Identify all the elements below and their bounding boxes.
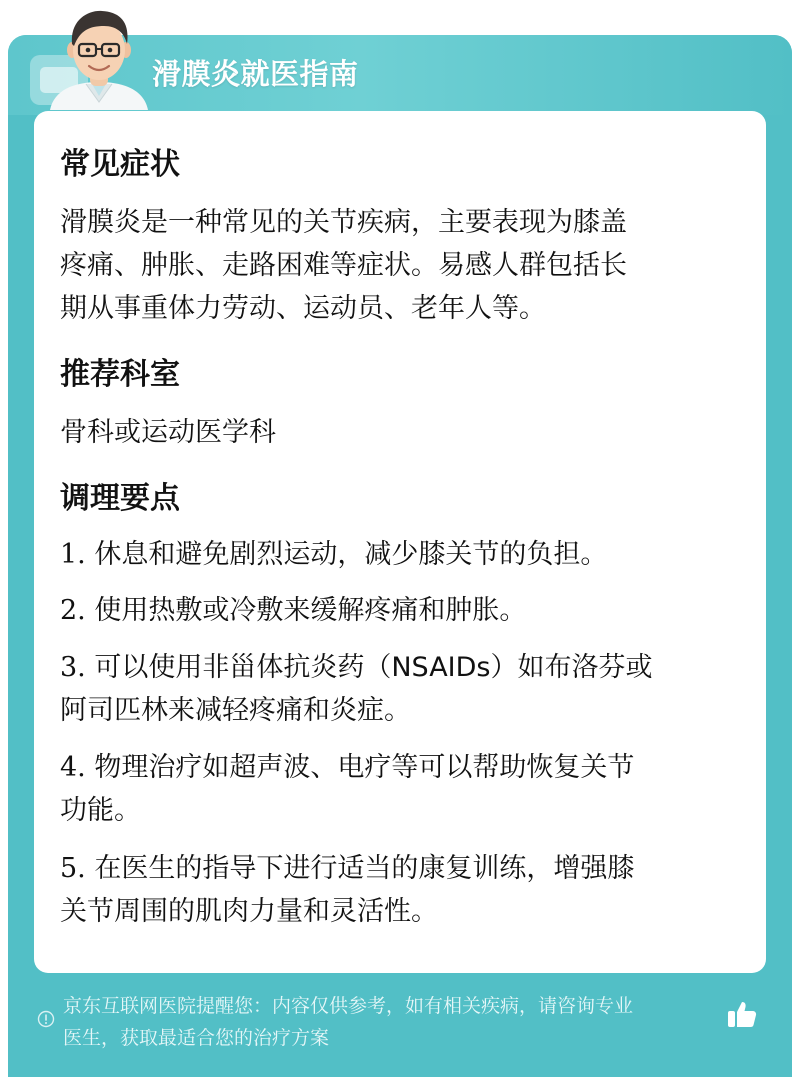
care-item-1: 1. 休息和避免剧烈运动，减少膝关节的负担。 bbox=[60, 539, 608, 570]
care-item-5-cont: 关节周围的肌肉力量和灵活性。 bbox=[60, 896, 438, 927]
care-item-4: 4. 物理治疗如超声波、电疗等可以帮助恢复关节 bbox=[60, 752, 635, 783]
symptoms-heading: 常见症状 bbox=[60, 147, 180, 182]
symptoms-line-2: 疼痛、肿胀、走路困难等症状。易感人群包括长 bbox=[60, 250, 627, 281]
care-item-3-cont: 阿司匹林来减轻疼痛和炎症。 bbox=[60, 695, 411, 726]
doctor-avatar bbox=[44, 6, 154, 110]
care-item-5: 5. 在医生的指导下进行适当的康复训练，增强膝 bbox=[60, 853, 635, 884]
info-icon bbox=[37, 1010, 55, 1028]
footer-disclaimer bbox=[63, 990, 733, 1054]
thumbs-up-icon[interactable] bbox=[726, 998, 758, 1030]
footer-line-2: 医生，获取最适合您的治疗方案 bbox=[63, 1027, 330, 1049]
symptoms-line-1: 滑膜炎是一种常见的关节疾病，主要表现为膝盖 bbox=[60, 207, 627, 238]
content-card bbox=[34, 111, 766, 973]
symptoms-line-3: 期从事重体力劳动、运动员、老年人等。 bbox=[60, 293, 546, 324]
care-item-4-cont: 功能。 bbox=[60, 795, 141, 826]
footer-line-1: 京东互联网医院提醒您：内容仅供参考，如有相关疾病，请咨询专业 bbox=[63, 995, 634, 1017]
care-item-3: 3. 可以使用非甾体抗炎药（NSAIDs）如布洛芬或 bbox=[60, 652, 653, 683]
department-heading: 推荐科室 bbox=[60, 357, 180, 392]
page-title: 滑膜炎就医指南 bbox=[152, 57, 359, 91]
care-heading: 调理要点 bbox=[60, 481, 180, 516]
department-text: 骨科或运动医学科 bbox=[60, 417, 276, 448]
care-item-2: 2. 使用热敷或冷敷来缓解疼痛和肿胀。 bbox=[60, 595, 527, 626]
